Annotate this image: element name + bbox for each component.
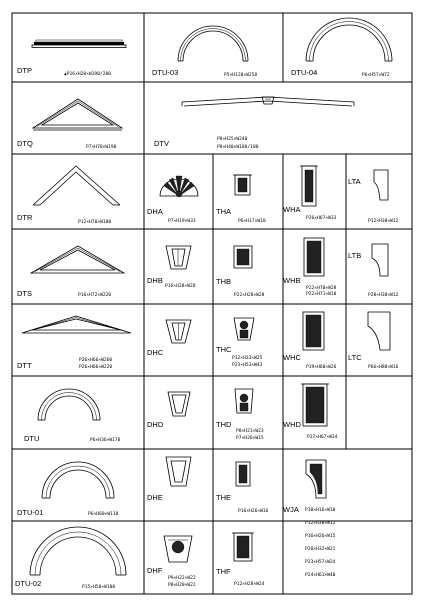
- lta-drawing: [374, 170, 388, 200]
- ltb-code: LTB: [348, 251, 362, 260]
- cell-dts: [17, 246, 124, 298]
- whc-code: WHC: [283, 353, 301, 362]
- dtu-02-code: DTU-02: [15, 579, 42, 588]
- thb-drawing: [234, 246, 252, 268]
- thd-code: THD: [216, 420, 232, 429]
- dtu-code: DTU: [24, 434, 40, 443]
- cell-dhd: [147, 392, 190, 429]
- cell-dhc: [147, 320, 191, 357]
- thc-dim-2: P23×H53×W43: [232, 363, 263, 368]
- dhe-code: DHE: [147, 493, 163, 502]
- dhf-code: DHF: [147, 566, 163, 575]
- cell-wja: [283, 460, 336, 578]
- thd-dim-1: P8×H21×W23: [236, 429, 264, 434]
- dha-dim-1: P7×H19×W33: [168, 219, 196, 224]
- dtu-04-code: DTU-04: [291, 68, 318, 77]
- dtu-03-drawing: [178, 26, 248, 61]
- cell-dhb: [147, 246, 196, 289]
- dts-drawing: [31, 246, 124, 273]
- ltc-dim-1: P66×H80×W16: [368, 365, 399, 370]
- dtt-dim-1: P26×H66×W260: [79, 358, 113, 363]
- dhe-drawing: [166, 457, 191, 486]
- the-code: THE: [216, 493, 231, 502]
- cell-thc: [216, 318, 263, 368]
- thf-dim-1: P12×H28×W24: [234, 582, 265, 587]
- dhf-dim-1: P9×H22×W22: [168, 576, 196, 581]
- ltb-dim-1: P20×H30×W12: [368, 293, 399, 298]
- dtp-drawing: [32, 40, 126, 48]
- dhb-dim-1: P16×H28×W28: [165, 284, 196, 289]
- cell-lta: [348, 170, 399, 224]
- wja-dim-2: P12×H30×W12: [305, 521, 336, 526]
- dtv-drawing: [182, 97, 354, 106]
- dha-code: DHA: [147, 207, 163, 216]
- dhc-code: DHC: [147, 348, 164, 357]
- dtt-code: DTT: [17, 361, 32, 370]
- dtu-dim-1: P6×H36×W170: [90, 438, 121, 443]
- dtp-dim-1: ▲P16×H20×W190/280: [64, 72, 112, 77]
- cell-dtq: [17, 99, 122, 150]
- ltb-drawing: [372, 244, 388, 276]
- thc-drawing: [234, 318, 254, 340]
- thb-code: THB: [216, 277, 231, 286]
- dhb-code: DHB: [147, 276, 163, 285]
- tha-drawing: [233, 175, 252, 195]
- wha-dim-1: P26×H67×W33: [306, 216, 337, 221]
- dhf-drawing: [164, 536, 192, 562]
- lta-code: LTA: [348, 177, 361, 186]
- dtu-01-dim-1: P6×H60×W118: [88, 512, 119, 517]
- thd-dim-2: P7×H26×W15: [236, 436, 264, 441]
- dtr-code: DTR: [17, 213, 33, 222]
- dtu-01-drawing: [42, 462, 114, 498]
- wha-drawing: [300, 166, 318, 206]
- cell-dtv: [154, 97, 354, 150]
- wja-dim-6: P24×H61×W40: [305, 573, 336, 578]
- dtt-drawing: [22, 316, 131, 333]
- cell-dtu-01: [17, 462, 119, 517]
- thf-drawing: [232, 533, 254, 561]
- cell-whb: [283, 238, 337, 297]
- cell-tha: [216, 175, 266, 224]
- cell-dtp: [17, 40, 126, 77]
- thc-code: THC: [216, 345, 232, 354]
- wja-dim-5: P23×H57×W24: [305, 560, 336, 565]
- whc-drawing: [303, 312, 324, 350]
- cell-ltc: [348, 312, 399, 370]
- dtq-dim-1: P7×H70×W190: [86, 145, 117, 150]
- dtq-drawing: [33, 99, 122, 130]
- wja-dim-4: P20×H32×W21: [305, 547, 336, 552]
- cell-dtu-04: [291, 18, 392, 78]
- dtr-dim-1: P12×H70×W180: [78, 220, 112, 225]
- whd-code: WHD: [283, 420, 301, 429]
- whc-dim-1: P19×H60×W26: [306, 365, 337, 370]
- ltc-drawing: [368, 312, 390, 350]
- cell-dtt: [17, 316, 131, 370]
- dtu-01-code: DTU-01: [17, 508, 44, 517]
- wja-drawing: [306, 460, 326, 498]
- cell-whc: [283, 312, 337, 370]
- thc-dim-1: P12×H33×W25: [232, 356, 263, 361]
- cell-dhe: [147, 457, 191, 502]
- cell-dtr: [17, 166, 120, 225]
- whb-dim-2: P22×H71×W10: [306, 292, 337, 297]
- dtq-code: DTQ: [17, 139, 33, 148]
- cell-dtu-02: [15, 527, 126, 590]
- dtv-code: DTV: [154, 139, 169, 148]
- thd-drawing: [235, 389, 253, 413]
- cell-ltb: [348, 244, 399, 298]
- tha-code: THA: [216, 207, 231, 216]
- cell-the: [216, 462, 269, 514]
- cell-dtu-03: [152, 26, 257, 78]
- dtr-drawing: [33, 166, 120, 205]
- cell-wha: [283, 166, 337, 221]
- dts-code: DTS: [17, 289, 32, 298]
- dtv-dim-1: P8×H25×W240: [217, 137, 248, 142]
- wha-code: WHA: [283, 205, 301, 214]
- dts-dim-1: P16×H72×W220: [78, 293, 112, 298]
- cell-dhf: [147, 536, 196, 588]
- dtu-02-dim-1: P15×H50×W100: [82, 585, 116, 590]
- dhd-drawing: [168, 392, 190, 416]
- cell-thb: [216, 246, 265, 298]
- whd-drawing: [301, 384, 329, 426]
- dtu-drawing: [38, 389, 100, 420]
- dtv-dim-2: P8×H40×W180/180: [217, 145, 259, 150]
- lta-dim-1: P12×H30×W12: [368, 219, 399, 224]
- cell-whd: [283, 384, 338, 440]
- thf-code: THF: [216, 567, 231, 576]
- dhf-dim-2: P8×H28×W22: [168, 583, 196, 588]
- dhd-code: DHD: [147, 420, 164, 429]
- cell-dha: [147, 176, 198, 224]
- the-drawing: [236, 462, 250, 486]
- dhc-drawing: [166, 320, 191, 343]
- thb-dim-1: P22×H28×W28: [234, 293, 265, 298]
- wja-dim-3: P16×H26×W15: [305, 534, 336, 539]
- whb-drawing: [304, 238, 324, 276]
- wja-code: WJA: [283, 505, 299, 514]
- dtp-code: DTP: [17, 66, 32, 75]
- cell-thd: [216, 389, 264, 441]
- ltc-code: LTC: [348, 353, 362, 362]
- tha-dim-1: P6×H17×W10: [238, 219, 266, 224]
- the-dim-1: P16×H26×W16: [238, 509, 269, 514]
- dtu-04-dim-1: P6×H57×W72: [362, 73, 390, 78]
- dtu-03-code: DTU-03: [152, 68, 179, 77]
- dtu-04-drawing: [306, 18, 392, 61]
- dha-drawing: [160, 176, 198, 197]
- cell-thf: [216, 533, 265, 587]
- whd-dim-1: P27×H67×W34: [307, 435, 338, 440]
- wja-dim-1: P10×H16×W10: [305, 508, 336, 513]
- dtu-02-drawing: [30, 527, 126, 575]
- whb-code: WHB: [283, 276, 301, 285]
- dhb-drawing: [166, 246, 191, 269]
- dtt-dim-2: P26×H66×W220: [79, 365, 113, 370]
- dtu-03-dim-1: P5×H120×W258: [224, 73, 258, 78]
- whb-dim-1: P22×H70×W28: [306, 286, 337, 291]
- cell-dtu: [24, 389, 121, 443]
